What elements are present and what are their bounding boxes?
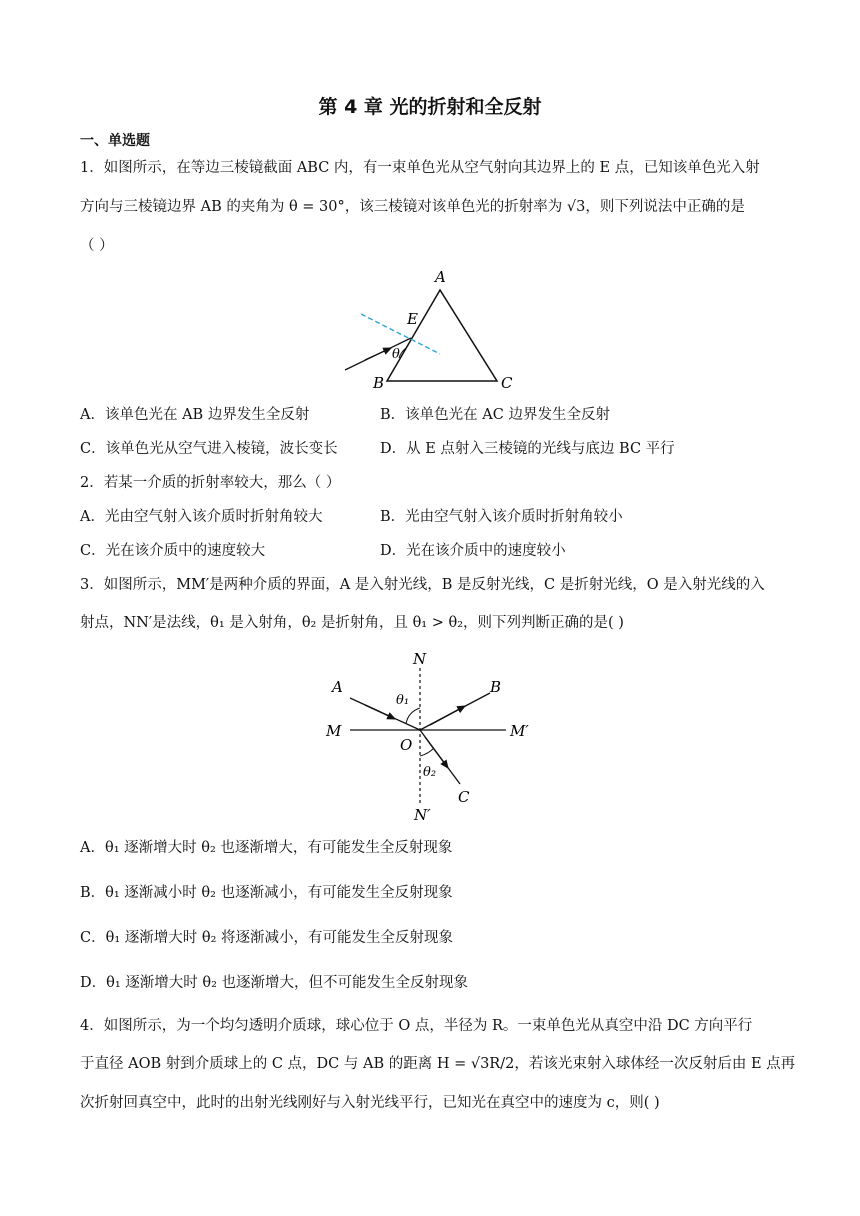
- q2-option-b: B．光由空气射入该介质时折射角较小: [380, 509, 623, 525]
- normal-dashed-line: [361, 314, 440, 354]
- q3-text-line-2: 射点，NN′是法线，θ₁ 是入射角，θ₂ 是折射角，且 θ₁ > θ₂，则下列判断正确的是( ): [80, 615, 624, 631]
- q3-text-line-1: 3．如图所示，MM′是两种介质的界面，A 是入射光线，B 是反射光线，C 是折射光线，O 是入射光线的入: [80, 577, 765, 593]
- q3-option-d: D．θ₁ 逐渐增大时 θ₂ 也逐渐增大，但不可能发生全反射现象: [80, 975, 469, 991]
- q2-option-a: A．光由空气射入该介质时折射角较大: [80, 509, 323, 525]
- label-m-prime: M′: [510, 722, 529, 740]
- label-b: B: [490, 678, 502, 696]
- q4-text-line-1: 4．如图所示，为一个均匀透明介质球，球心位于 O 点，半径为 R。一束单色光从真空中沿 DC 方向平行: [80, 1018, 753, 1034]
- q3-option-c: C．θ₁ 逐渐增大时 θ₂ 将逐渐减小，有可能发生全反射现象: [80, 930, 454, 946]
- label-theta2: θ₂: [423, 765, 437, 780]
- q3-refraction-figure: [320, 648, 560, 823]
- q1-option-d: D．从 E 点射入三棱镜的光线与底边 BC 平行: [380, 441, 675, 457]
- q1-text-line-2: 方向与三棱镜边界 AB 的夹角为 θ = 30°，该三棱镜对该单色光的折射率为 √3，则下列说法中正确的是: [80, 199, 745, 215]
- q1-option-b: B．该单色光在 AC 边界发生全反射: [380, 407, 610, 423]
- q2-text: 2．若某一介质的折射率较大，那么（ ）: [80, 475, 341, 491]
- q3-option-b: B．θ₁ 逐渐减小时 θ₂ 也逐渐减小，有可能发生全反射现象: [80, 885, 453, 901]
- label-a: A: [332, 678, 343, 696]
- label-o: O: [400, 736, 413, 754]
- q1-option-c: C．该单色光从空气进入棱镜，波长变长: [80, 441, 338, 457]
- label-c: C: [501, 374, 513, 392]
- q1-option-a: A．该单色光在 AB 边界发生全反射: [80, 407, 310, 423]
- q2-option-d: D．光在该介质中的速度较小: [380, 543, 566, 559]
- label-b: B: [373, 374, 385, 392]
- triangle-abc: [387, 290, 497, 381]
- q1-text-line-3: （ ）: [80, 238, 114, 254]
- label-n-prime: N′: [414, 806, 431, 824]
- label-c: C: [458, 788, 470, 806]
- label-theta: θ: [392, 347, 400, 362]
- label-e: E: [407, 310, 418, 328]
- q4-text-line-3: 次折射回真空中，此时的出射光线刚好与入射光线平行，已知光在真空中的速度为 c，则( ): [80, 1095, 660, 1111]
- theta2-arc: [420, 748, 434, 756]
- label-m: M: [326, 722, 342, 740]
- q4-text-line-2: 于直径 AOB 射到介质球上的 C 点，DC 与 AB 的距离 H = √3R/2，若该光束射入球体经一次反射后由 E 点再: [80, 1056, 796, 1072]
- q3-option-a: A．θ₁ 逐渐增大时 θ₂ 也逐渐增大，有可能发生全反射现象: [80, 840, 453, 856]
- q1-text-line-1: 1．如图所示，在等边三棱镜截面 ABC 内，有一束单色光从空气射向其边界上的 E 点，已知该单色光入射: [80, 160, 760, 176]
- chapter-title: 第 4 章 光的折射和全反射: [318, 96, 542, 118]
- section-heading: 一、单选题: [80, 133, 150, 149]
- theta1-arc: [406, 708, 420, 724]
- label-theta1: θ₁: [396, 693, 410, 708]
- label-n: N: [413, 650, 427, 668]
- label-a: A: [435, 268, 446, 286]
- q1-prism-figure: [335, 262, 535, 392]
- q2-option-c: C．光在该介质中的速度较大: [80, 543, 266, 559]
